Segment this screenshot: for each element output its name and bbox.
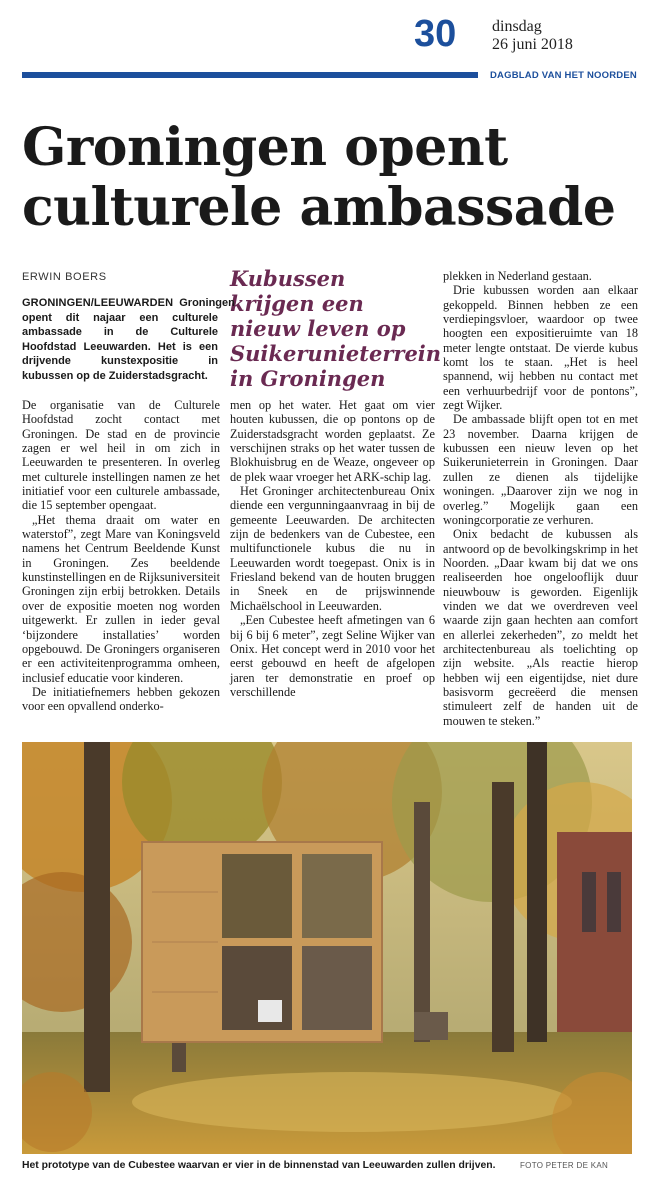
headline-line-2: culturele ambassade bbox=[22, 177, 616, 238]
paragraph: Onix bedacht de kubussen als antwoord op de bevolkingskrimp in het Noorden. „Daar kwam bij dat we ons realiseerden hoe ongelooflijk duur nieuwbouw is geworden. Eigenlijk vinden we dat we overdreven veel waarde zijn gaan hechten aan comfort en allerlei zekerheden”, zo meldt het architectenbureau als toelichting op zijn website. „Als reactie hierop hebben wij een eigentijdse, niet dure basisvorm gecreëerd die mensen stimuleert zelf de handen uit de mouwen te steken.” bbox=[443, 527, 638, 728]
paragraph: men op het water. Het gaat om vier houten kubussen, die op pontons op de Zuiderstadsgracht worden geplaatst. Ze verschijnen straks op het water tussen de Blokhuisbrug en de Weaze, ongeveer op de plek waar vroeger het ARK-schip lag. bbox=[230, 398, 435, 484]
byline: ERWIN BOERS bbox=[22, 271, 107, 283]
paragraph: De ambassade blijft open tot en met 23 november. Daarna krijgen de kubussen een nieuw leven op het Suikerunieterrein in Groningen. Daar zullen ze dienen als tijdelijke woningen. „Daarover zijn we nog in overleg.” Mogelijk gaan een woningcorporatie ze verhuren. bbox=[443, 412, 638, 527]
paragraph: De organisatie van de Culturele Hoofdstad zocht contact met Groningen. De stad en de provincie zagen er wel heil in om zich in Leeuwarden te presenteren. In overleg met culturele instellingen namen ze het initiatief voor een culturele ambassade, die 15 september opengaat. bbox=[22, 398, 220, 513]
publication-date: 26 juni 2018 bbox=[492, 36, 573, 53]
intro-paragraph bbox=[22, 296, 235, 383]
photo-credit: FOTO PETER DE KAN bbox=[520, 1161, 609, 1170]
article-photo bbox=[22, 742, 632, 1154]
paragraph: „Het thema draait om water en waterstof”, zegt Mare van Koningsveld namens het Centrum Beeldende Kunst in Groningen. Zes beeldende kunstinstellingen en de Rijksuniversiteit Groningen zijn erbij betrokken. Details over de expositie moeten nog worden uitgewerkt. Er zullen in ieder geval ‘bijzondere installaties’ worden opgebouwd. De Groningers organiseren er een activiteitenprogramma omheen, inclusief educatie voor kinderen. bbox=[22, 512, 220, 685]
paragraph: Het Groninger architectenbureau Onix diende een vergunningaanvraag in bij de gemeente Leeuwarden. De architecten zijn de bedenkers van de Cubestee, een multifunctionele kubus die nu in Leeuwarden wordt toegepast. Onix is in Friesland bekend van de houten bruggen in Sneek en de prijswinnende Michaëlschool in Leeuwarden. bbox=[230, 484, 435, 613]
subhead: Kubussen krijgen een nieuw leven op Suikerunieterrein in Groningen bbox=[230, 266, 442, 391]
headline-line-1: Groningen opent bbox=[22, 117, 508, 178]
date-block bbox=[492, 18, 573, 54]
page-number: 30 bbox=[414, 13, 457, 55]
paragraph: De initiatiefnemers hebben gekozen voor een opvallend onderko- bbox=[22, 684, 220, 714]
header-rule bbox=[22, 72, 478, 78]
cubestee-photo-illustration bbox=[22, 742, 632, 1154]
photo-caption: Het prototype van de Cubestee waarvan er vier in de binnenstad van Leeuwarden zullen drijven. bbox=[22, 1160, 496, 1171]
intro-location: GRONINGEN/LEEUWARDEN bbox=[22, 297, 174, 309]
weekday: dinsdag bbox=[492, 18, 542, 35]
text-column-1 bbox=[22, 398, 220, 714]
paragraph: plekken in Nederland gestaan. bbox=[443, 269, 592, 283]
paragraph: „Een Cubestee heeft afmetingen van 6 bij 6 bij 6 meter”, zegt Seline Wijker van Onix. Het concept werd in 2010 voor het eerst gebouwd en heeft de afgelopen jaren ter demonstratie en proef op verschillende bbox=[230, 613, 435, 699]
intro-text: Groningen opent dit najaar een culturele ambassade in de Culturele Hoofdstad Leeuwarden. Het is een drijvende kunstexpositie in kubussen op de Zuiderstadsgracht. bbox=[22, 297, 235, 382]
text-column-2 bbox=[230, 398, 435, 699]
headline bbox=[22, 118, 642, 238]
newspaper-name: DAGBLAD VAN HET NOORDEN bbox=[490, 70, 637, 81]
paragraph: Drie kubussen worden aan elkaar gekoppeld. Binnen hebben ze een verdiepingsvloer, waardoor op twee hoogten een expositieruimte van 18 meter lengte ontstaat. De vierde kubus komt los te staan. „Het is heel spannend, wij hebben nu contact met een verhuurbedrijf voor de pontons”, zegt Wijker. bbox=[443, 283, 638, 413]
text-column-3 bbox=[443, 269, 638, 728]
